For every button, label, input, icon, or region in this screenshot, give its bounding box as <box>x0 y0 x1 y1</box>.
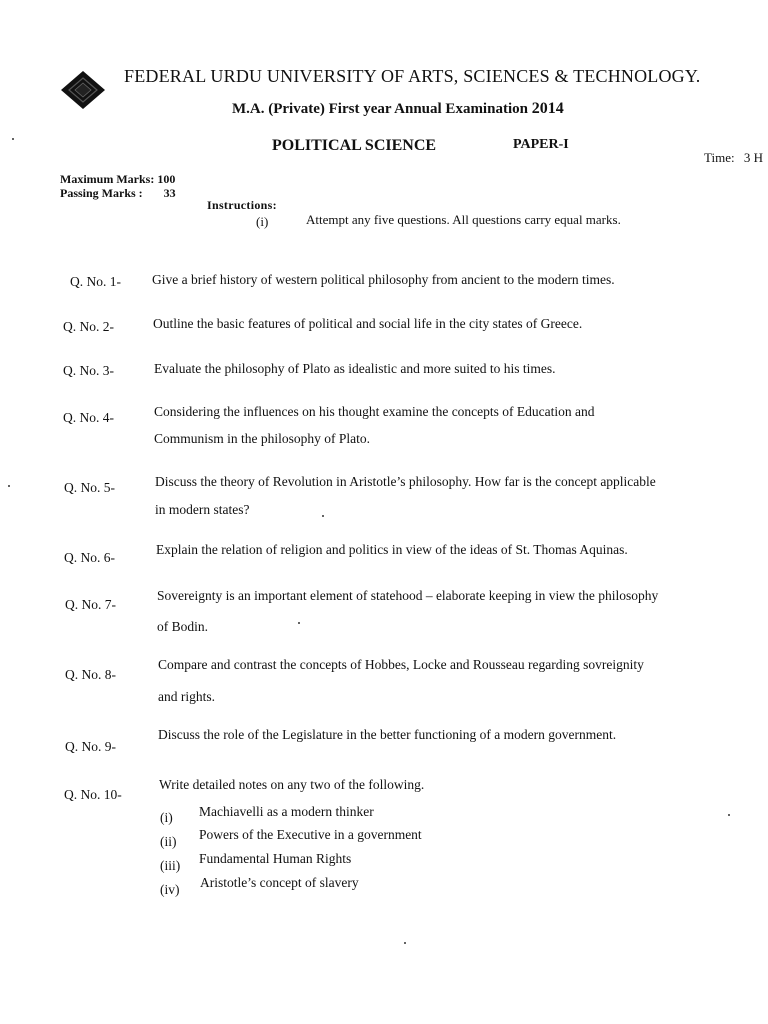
scan-speck <box>728 814 730 816</box>
instruction-text: Attempt any five questions. All questions carry equal marks. <box>306 212 621 227</box>
exam-title <box>232 100 564 118</box>
subitem-number: (iv) <box>160 882 180 897</box>
question-text: Discuss the theory of Revolution in Aristotle’s philosophy. How far is the concept applicable <box>155 474 656 489</box>
scan-speck <box>8 485 10 487</box>
subitem-text: Powers of the Executive in a government <box>199 827 422 842</box>
scan-speck <box>404 942 406 944</box>
question-text: Discuss the role of the Legislature in the better functioning of a modern government. <box>158 727 617 742</box>
question-number: Q. No. 10- <box>64 787 122 802</box>
subject-title: POLITICAL SCIENCE <box>272 137 437 154</box>
time-label: Time: <box>704 150 735 165</box>
question-text: Sovereignty is an important element of statehood – elaborate keeping in view the philosophy <box>157 588 659 603</box>
question-text: Considering the influences on his thought examine the concepts of Education and <box>154 404 595 419</box>
time-allowed <box>704 150 763 166</box>
question-text-continued: in modern states? <box>155 502 250 517</box>
question-text-continued: of Bodin. <box>157 619 209 634</box>
question-text-continued: and rights. <box>158 689 215 704</box>
question-number: Q. No. 5- <box>64 480 115 495</box>
question-number: Q. No. 4- <box>63 410 114 425</box>
instruction-number: (i) <box>256 214 269 229</box>
scan-speck <box>322 515 324 517</box>
paper-label: PAPER-I <box>513 137 569 152</box>
pass-marks-label: Passing Marks : <box>60 186 143 200</box>
pass-marks-value: 33 <box>163 186 176 200</box>
scan-speck <box>298 622 300 624</box>
question-number: Q. No. 9- <box>65 739 116 754</box>
question-number: Q. No. 7- <box>65 597 116 612</box>
maximum-marks <box>60 172 175 187</box>
question-number: Q. No. 8- <box>65 667 116 682</box>
question-number: Q. No. 1- <box>70 274 121 289</box>
question-text: Compare and contrast the concepts of Hobbes, Locke and Rousseau regarding sovreignity <box>158 657 644 672</box>
time-value: 3 H <box>743 150 763 165</box>
max-marks-label: Maximum Marks: <box>60 172 155 186</box>
question-number: Q. No. 3- <box>63 363 114 378</box>
subitem-number: (i) <box>160 810 173 825</box>
exam-name: M.A. (Private) First year Annual Examination <box>232 101 528 117</box>
question-text: Evaluate the philosophy of Plato as idealistic and more suited to his times. <box>154 361 556 376</box>
subitem-text: Fundamental Human Rights <box>199 851 352 866</box>
passing-marks <box>60 186 176 201</box>
question-number: Q. No. 6- <box>64 550 115 565</box>
subitem-text: Machiavelli as a modern thinker <box>199 804 374 819</box>
question-text: Give a brief history of western political philosophy from ancient to the modern times. <box>152 272 615 287</box>
university-logo <box>60 70 106 110</box>
question-text: Write detailed notes on any two of the following. <box>159 777 425 792</box>
scan-speck <box>12 138 14 140</box>
question-number: Q. No. 2- <box>63 319 114 334</box>
question-text-continued: Communism in the philosophy of Plato. <box>154 431 371 446</box>
instructions-heading: Instructions: <box>207 198 277 212</box>
subitem-text: Aristotle’s concept of slavery <box>200 875 359 890</box>
question-text: Explain the relation of religion and politics in view of the ideas of St. Thomas Aquinas. <box>156 542 628 557</box>
subitem-number: (ii) <box>160 834 177 849</box>
subitem-number: (iii) <box>160 858 181 873</box>
exam-year: 2014 <box>531 100 564 117</box>
question-text: Outline the basic features of political and social life in the city states of Greece. <box>153 316 583 331</box>
max-marks-value: 100 <box>157 172 176 186</box>
university-name: FEDERAL URDU UNIVERSITY OF ARTS, SCIENCES & TECHNOLOGY. <box>124 66 701 86</box>
